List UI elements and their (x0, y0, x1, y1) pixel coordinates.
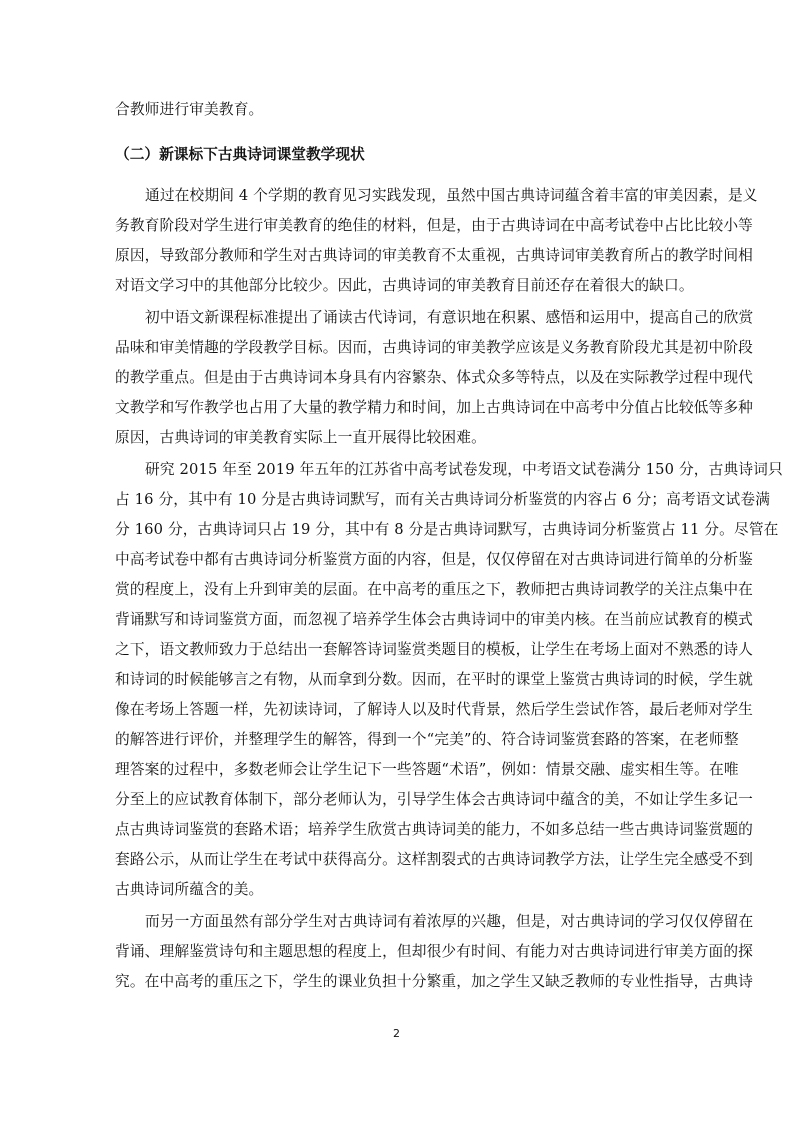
paragraph-line: 对语文学习中的其他部分比较少。因此，古典诗词的审美教育目前还存在着很大的缺口。 (115, 277, 694, 294)
paragraph-line: 古典诗词所蕴含的美。 (115, 881, 264, 898)
paragraph-line: 通过在校期间 4 个学期的教育见习实践发现，虽然中国古典诗词蕴含着丰富的审美因素，是义 (145, 187, 758, 204)
paragraph-line: 和诗词的时候能够言之有物，从而拿到分数。因而，在平时的课堂上鉴赏古典诗词的时候，学生就 (115, 671, 754, 688)
paragraph-line: 文教学和写作教学也占用了大量的教学精力和时间，加上古典诗词在中高考中分值占比较低等多种 (115, 399, 754, 416)
paragraph-line: 的教学重点。但是由于古典诗词本身具有内容繁杂、体式众多等特点，以及在实际教学过程中现代 (115, 369, 754, 386)
paragraph-line: 背诵、理解鉴赏诗句和主题思想的程度上，但却很少有时间、有能力对古典诗词进行审美方面的探 (115, 943, 754, 960)
paragraph-line: 分至上的应试教育体制下，部分老师认为，引导学生体会古典诗词中蕴含的美，不如让学生多记一 (115, 791, 754, 808)
paragraph-line: 套路公示，从而让学生在考试中获得高分。这样割裂式的古典诗词教学方法，让学生完全感受不到 (115, 851, 754, 868)
paragraph-line: 品味和审美情趣的学段教学目标。因而，古典诗词的审美教学应该是义务教育阶段尤其是初中阶段 (115, 339, 754, 356)
section-heading: （二）新课标下古典诗词课堂教学现状 (115, 146, 365, 163)
paragraph-line: 务教育阶段对学生进行审美教育的绝佳的材料，但是，由于古典诗词在中高考试卷中占比比较小等 (115, 217, 754, 234)
page-number: 2 (393, 1027, 400, 1040)
paragraph-line: 分 160 分，古典诗词只占 19 分，其中有 8 分是古典诗词默写，古典诗词分析鉴赏占 11 分。尽管在 (115, 521, 779, 538)
paragraph-line: 原因，导致部分教师和学生对古典诗词的审美教育不太重视，古典诗词审美教育所占的教学时间相 (115, 247, 754, 264)
paragraph-line: 的解答进行评价，并整理学生的解答，得到一个“完美”的、符合诗词鉴赏套路的答案，在老师整 (115, 731, 739, 748)
paragraph-line: 理答案的过程中，多数老师会让学生记下一些答题“术语”，例如：情景交融、虚实相生等。在唯 (115, 761, 739, 778)
intro-tail-line: 合教师进行审美教育。 (115, 101, 264, 118)
paragraph-line: 占 16 分，其中有 10 分是古典诗词默写，而有关古典诗词分析鉴赏的内容占 6 分；高考语文试卷满 (115, 491, 771, 508)
paragraph-line: 点古典诗词鉴赏的套路术语；培养学生欣赏古典诗词美的能力，不如多总结一些古典诗词鉴赏题的 (115, 821, 754, 838)
paragraph-line: 之下，语文教师致力于总结出一套解答诗词鉴赏类题目的模板，让学生在考场上面对不熟悉的诗人 (115, 641, 754, 658)
paragraph-line: 中高考试卷中都有古典诗词分析鉴赏方面的内容，但是，仅仅停留在对古典诗词进行简单的分析鉴 (115, 551, 754, 568)
paragraph-line: 像在考场上答题一样，先初读诗词，了解诗人以及时代背景，然后学生尝试作答，最后老师对学生 (115, 701, 754, 718)
paragraph-line: 研究 2015 年至 2019 年五年的江苏省中高考试卷发现，中考语文试卷满分 150 分，古典诗词只 (145, 461, 783, 478)
paragraph-line: 究。在中高考的重压之下，学生的课业负担十分繁重，加之学生又缺乏教师的专业性指导，古典诗 (115, 973, 754, 990)
paragraph-line: 赏的程度上，没有上升到审美的层面。在中高考的重压之下，教师把古典诗词教学的关注点集中在 (115, 581, 754, 598)
paragraph-line: 原因，古典诗词的审美教育实际上一直开展得比较困难。 (115, 429, 486, 446)
paragraph-line: 初中语文新课程标准提出了诵读古代诗词，有意识地在积累、感悟和运用中，提高自己的欣赏 (145, 309, 754, 326)
paragraph-line: 背诵默写和诗词鉴赏方面，而忽视了培养学生体会古典诗词中的审美内核。在当前应试教育的模式 (115, 611, 754, 628)
paragraph-line: 而另一方面虽然有部分学生对古典诗词有着浓厚的兴趣，但是，对古典诗词的学习仅仅停留在 (145, 913, 754, 930)
